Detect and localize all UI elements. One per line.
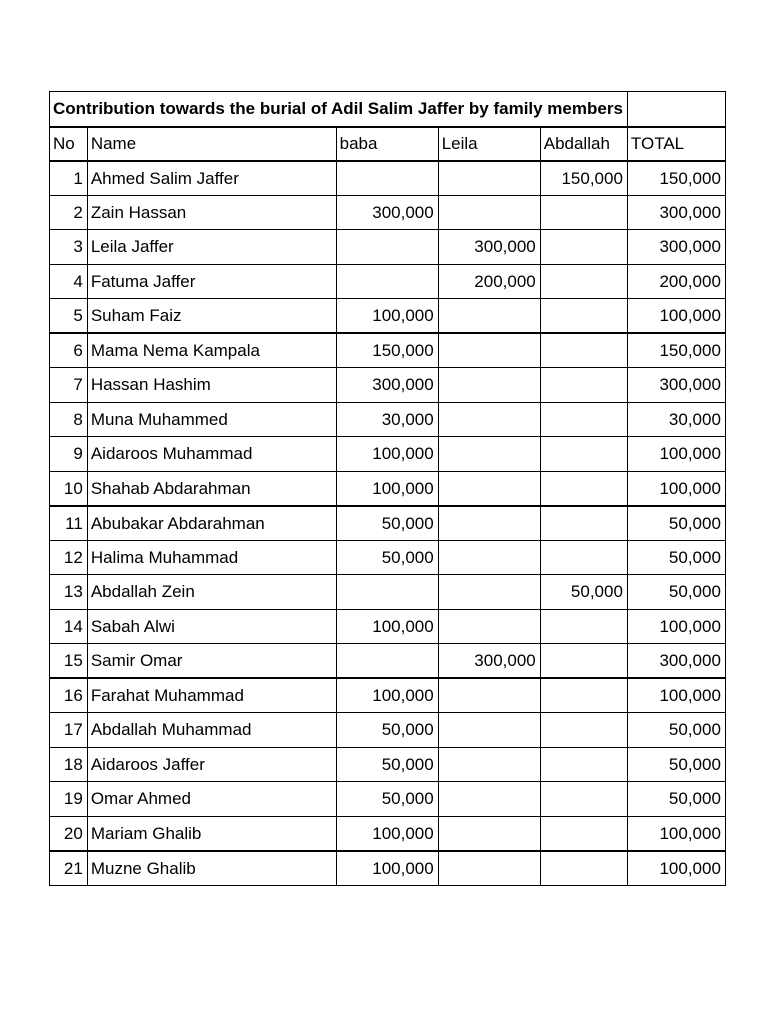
cell-no: 2 (50, 195, 88, 230)
cell-abdallah (540, 782, 627, 817)
cell-baba: 300,000 (336, 368, 438, 403)
cell-baba: 50,000 (336, 782, 438, 817)
cell-abdallah: 50,000 (540, 575, 627, 610)
table-row (50, 437, 726, 472)
cell-total: 50,000 (627, 713, 725, 748)
cell-baba: 100,000 (336, 437, 438, 472)
cell-name: Farahat Muhammad (87, 678, 336, 713)
cell-name: Halima Muhammad (87, 540, 336, 575)
cell-no: 14 (50, 609, 88, 644)
cell-no: 11 (50, 506, 88, 541)
cell-name: Mama Nema Kampala (87, 333, 336, 368)
cell-abdallah (540, 368, 627, 403)
cell-leila (438, 333, 540, 368)
cell-abdallah (540, 299, 627, 334)
header-baba: baba (336, 127, 438, 161)
cell-no: 10 (50, 471, 88, 506)
title-empty-cell (627, 92, 725, 127)
cell-baba: 150,000 (336, 333, 438, 368)
cell-abdallah (540, 816, 627, 851)
cell-leila (438, 195, 540, 230)
cell-baba (336, 264, 438, 299)
cell-leila: 300,000 (438, 644, 540, 679)
header-leila: Leila (438, 127, 540, 161)
cell-leila (438, 437, 540, 472)
cell-abdallah: 150,000 (540, 161, 627, 196)
header-name: Name (87, 127, 336, 161)
table-row (50, 402, 726, 437)
cell-abdallah (540, 678, 627, 713)
cell-baba: 50,000 (336, 747, 438, 782)
cell-no: 4 (50, 264, 88, 299)
cell-total: 100,000 (627, 816, 725, 851)
cell-name: Sabah Alwi (87, 609, 336, 644)
cell-no: 20 (50, 816, 88, 851)
cell-total: 150,000 (627, 333, 725, 368)
cell-no: 9 (50, 437, 88, 472)
table-row (50, 333, 726, 368)
cell-baba: 30,000 (336, 402, 438, 437)
cell-abdallah (540, 713, 627, 748)
cell-no: 15 (50, 644, 88, 679)
cell-no: 13 (50, 575, 88, 610)
cell-name: Aidaroos Muhammad (87, 437, 336, 472)
cell-no: 6 (50, 333, 88, 368)
cell-leila (438, 540, 540, 575)
cell-total: 300,000 (627, 230, 725, 265)
cell-name: Abubakar Abdarahman (87, 506, 336, 541)
header-no: No (50, 127, 88, 161)
cell-baba (336, 644, 438, 679)
cell-total: 50,000 (627, 782, 725, 817)
cell-no: 12 (50, 540, 88, 575)
cell-abdallah (540, 437, 627, 472)
table-row (50, 506, 726, 541)
cell-name: Ahmed Salim Jaffer (87, 161, 336, 196)
cell-no: 5 (50, 299, 88, 334)
cell-total: 100,000 (627, 851, 725, 886)
header-total: TOTAL (627, 127, 725, 161)
table-row (50, 540, 726, 575)
cell-total: 50,000 (627, 575, 725, 610)
table-row (50, 713, 726, 748)
cell-baba: 50,000 (336, 540, 438, 575)
table-row (50, 747, 726, 782)
cell-leila (438, 609, 540, 644)
table-row (50, 644, 726, 679)
cell-total: 50,000 (627, 540, 725, 575)
cell-baba: 100,000 (336, 471, 438, 506)
cell-leila (438, 678, 540, 713)
table-row (50, 575, 726, 610)
cell-abdallah (540, 851, 627, 886)
cell-leila (438, 575, 540, 610)
cell-total: 50,000 (627, 747, 725, 782)
cell-leila (438, 782, 540, 817)
table-row (50, 851, 726, 886)
cell-baba (336, 575, 438, 610)
cell-no: 17 (50, 713, 88, 748)
cell-leila: 200,000 (438, 264, 540, 299)
table-title: Contribution towards the burial of Adil Salim Jaffer by family members (50, 92, 628, 127)
table-row (50, 264, 726, 299)
table-row (50, 299, 726, 334)
cell-leila (438, 851, 540, 886)
cell-total: 50,000 (627, 506, 725, 541)
cell-abdallah (540, 195, 627, 230)
cell-baba (336, 161, 438, 196)
cell-total: 150,000 (627, 161, 725, 196)
cell-total: 30,000 (627, 402, 725, 437)
cell-abdallah (540, 506, 627, 541)
cell-leila (438, 816, 540, 851)
cell-name: Mariam Ghalib (87, 816, 336, 851)
cell-leila (438, 299, 540, 334)
contribution-table (49, 91, 726, 886)
cell-leila (438, 471, 540, 506)
cell-baba: 100,000 (336, 609, 438, 644)
cell-abdallah (540, 264, 627, 299)
cell-no: 7 (50, 368, 88, 403)
table-row (50, 471, 726, 506)
cell-baba (336, 230, 438, 265)
table-row (50, 161, 726, 196)
cell-total: 300,000 (627, 644, 725, 679)
cell-abdallah (540, 644, 627, 679)
cell-total: 300,000 (627, 368, 725, 403)
header-abdallah: Abdallah (540, 127, 627, 161)
cell-leila (438, 747, 540, 782)
cell-no: 8 (50, 402, 88, 437)
cell-name: Muzne Ghalib (87, 851, 336, 886)
cell-name: Muna Muhammed (87, 402, 336, 437)
cell-abdallah (540, 747, 627, 782)
table-row (50, 816, 726, 851)
cell-name: Samir Omar (87, 644, 336, 679)
cell-total: 100,000 (627, 299, 725, 334)
cell-abdallah (540, 471, 627, 506)
cell-abdallah (540, 333, 627, 368)
table-row (50, 368, 726, 403)
header-row (50, 127, 726, 161)
table-row (50, 230, 726, 265)
cell-name: Suham Faiz (87, 299, 336, 334)
cell-abdallah (540, 402, 627, 437)
cell-name: Omar Ahmed (87, 782, 336, 817)
cell-baba: 100,000 (336, 299, 438, 334)
cell-baba: 100,000 (336, 816, 438, 851)
cell-name: Fatuma Jaffer (87, 264, 336, 299)
cell-baba: 100,000 (336, 851, 438, 886)
table-body (50, 92, 726, 886)
cell-no: 3 (50, 230, 88, 265)
cell-baba: 300,000 (336, 195, 438, 230)
cell-leila (438, 506, 540, 541)
table-row (50, 678, 726, 713)
cell-name: Abdallah Muhammad (87, 713, 336, 748)
cell-name: Aidaroos Jaffer (87, 747, 336, 782)
cell-baba: 50,000 (336, 506, 438, 541)
cell-leila: 300,000 (438, 230, 540, 265)
cell-leila (438, 368, 540, 403)
cell-leila (438, 402, 540, 437)
cell-name: Abdallah Zein (87, 575, 336, 610)
cell-total: 100,000 (627, 678, 725, 713)
cell-no: 1 (50, 161, 88, 196)
cell-no: 19 (50, 782, 88, 817)
title-row (50, 92, 726, 127)
cell-total: 200,000 (627, 264, 725, 299)
table-row (50, 609, 726, 644)
cell-leila (438, 713, 540, 748)
cell-name: Leila Jaffer (87, 230, 336, 265)
cell-abdallah (540, 230, 627, 265)
cell-no: 18 (50, 747, 88, 782)
cell-name: Hassan Hashim (87, 368, 336, 403)
cell-leila (438, 161, 540, 196)
cell-no: 16 (50, 678, 88, 713)
cell-total: 100,000 (627, 471, 725, 506)
cell-total: 300,000 (627, 195, 725, 230)
cell-no: 21 (50, 851, 88, 886)
table-row (50, 782, 726, 817)
table-row (50, 195, 726, 230)
cell-baba: 100,000 (336, 678, 438, 713)
cell-name: Zain Hassan (87, 195, 336, 230)
cell-abdallah (540, 540, 627, 575)
cell-baba: 50,000 (336, 713, 438, 748)
cell-abdallah (540, 609, 627, 644)
cell-name: Shahab Abdarahman (87, 471, 336, 506)
cell-total: 100,000 (627, 437, 725, 472)
cell-total: 100,000 (627, 609, 725, 644)
